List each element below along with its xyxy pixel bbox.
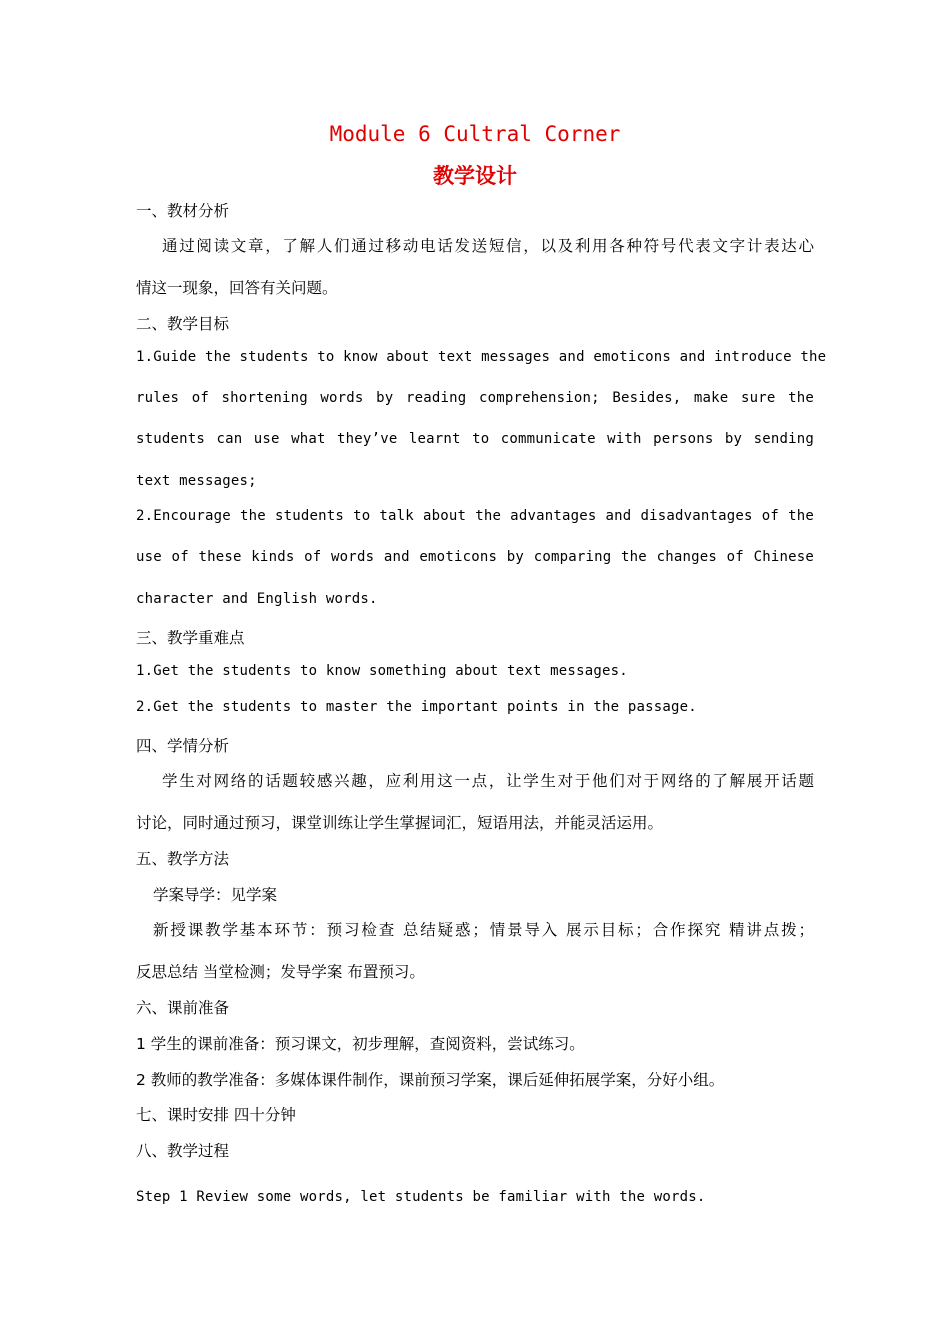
objective-1-line-1: 1.Guide the students to know about text messages and emoticons and introduce the bbox=[136, 349, 827, 365]
objective-2-line-2: use of these kinds of words and emoticons by comparing the changes of Chinese bbox=[136, 549, 814, 565]
section-heading-student-analysis: 四、学情分析 bbox=[136, 737, 230, 755]
objective-2-line-3: character and English words. bbox=[136, 591, 378, 607]
document-title: Module 6 Cultral Corner bbox=[329, 122, 621, 146]
student-analysis-line-1: 学生对网络的话题较感兴趣，应利用这一点，让学生对于他们对于网络的了解展开话题 bbox=[162, 772, 814, 790]
section-heading-preparation: 六、课前准备 bbox=[136, 999, 230, 1017]
methods-guide: 学案导学：见学案 bbox=[153, 886, 278, 904]
section-heading-time: 七、课时安排 四十分钟 bbox=[136, 1106, 296, 1124]
section-heading-materials: 一、教材分析 bbox=[136, 202, 230, 220]
materials-paragraph-line-1: 通过阅读文章，了解人们通过移动电话发送短信，以及利用各种符号代表文字计表达心 bbox=[162, 237, 814, 255]
process-step-1: Step 1 Review some words, let students be familiar with the words. bbox=[136, 1189, 706, 1205]
objective-1-line-4: text messages; bbox=[136, 473, 257, 489]
document-subtitle: 教学设计 bbox=[433, 164, 517, 188]
section-heading-process: 八、教学过程 bbox=[136, 1142, 230, 1160]
key-point-1: 1.Get the students to know something about text messages. bbox=[136, 663, 628, 679]
objective-1-line-2: rules of shortening words by reading comprehension; Besides, make sure the bbox=[136, 390, 814, 406]
methods-steps-line-1: 新授课教学基本环节：预习检查 总结疑惑；情景导入 展示目标；合作探究 精讲点拨； bbox=[153, 921, 814, 939]
key-point-2: 2.Get the students to master the important points in the passage. bbox=[136, 699, 697, 715]
materials-paragraph-line-2: 情这一现象，回答有关问题。 bbox=[136, 279, 338, 297]
objective-1-line-3: students can use what they’ve learnt to communicate with persons by sending bbox=[136, 431, 814, 447]
section-heading-objectives: 二、教学目标 bbox=[136, 315, 230, 333]
section-heading-methods: 五、教学方法 bbox=[136, 850, 230, 868]
methods-steps-line-2: 反思总结 当堂检测；发导学案 布置预习。 bbox=[136, 963, 425, 981]
objective-2-line-1: 2.Encourage the students to talk about the advantages and disadvantages of the bbox=[136, 508, 814, 524]
section-heading-key-points: 三、教学重难点 bbox=[136, 629, 245, 647]
preparation-students: 1 学生的课前准备：预习课文，初步理解，查阅资料，尝试练习。 bbox=[136, 1035, 585, 1053]
preparation-teacher: 2 教师的教学准备：多媒体课件制作，课前预习学案，课后延伸拓展学案，分好小组。 bbox=[136, 1071, 725, 1089]
student-analysis-line-2: 讨论，同时通过预习，课堂训练让学生掌握词汇，短语用法，并能灵活运用。 bbox=[136, 814, 664, 832]
